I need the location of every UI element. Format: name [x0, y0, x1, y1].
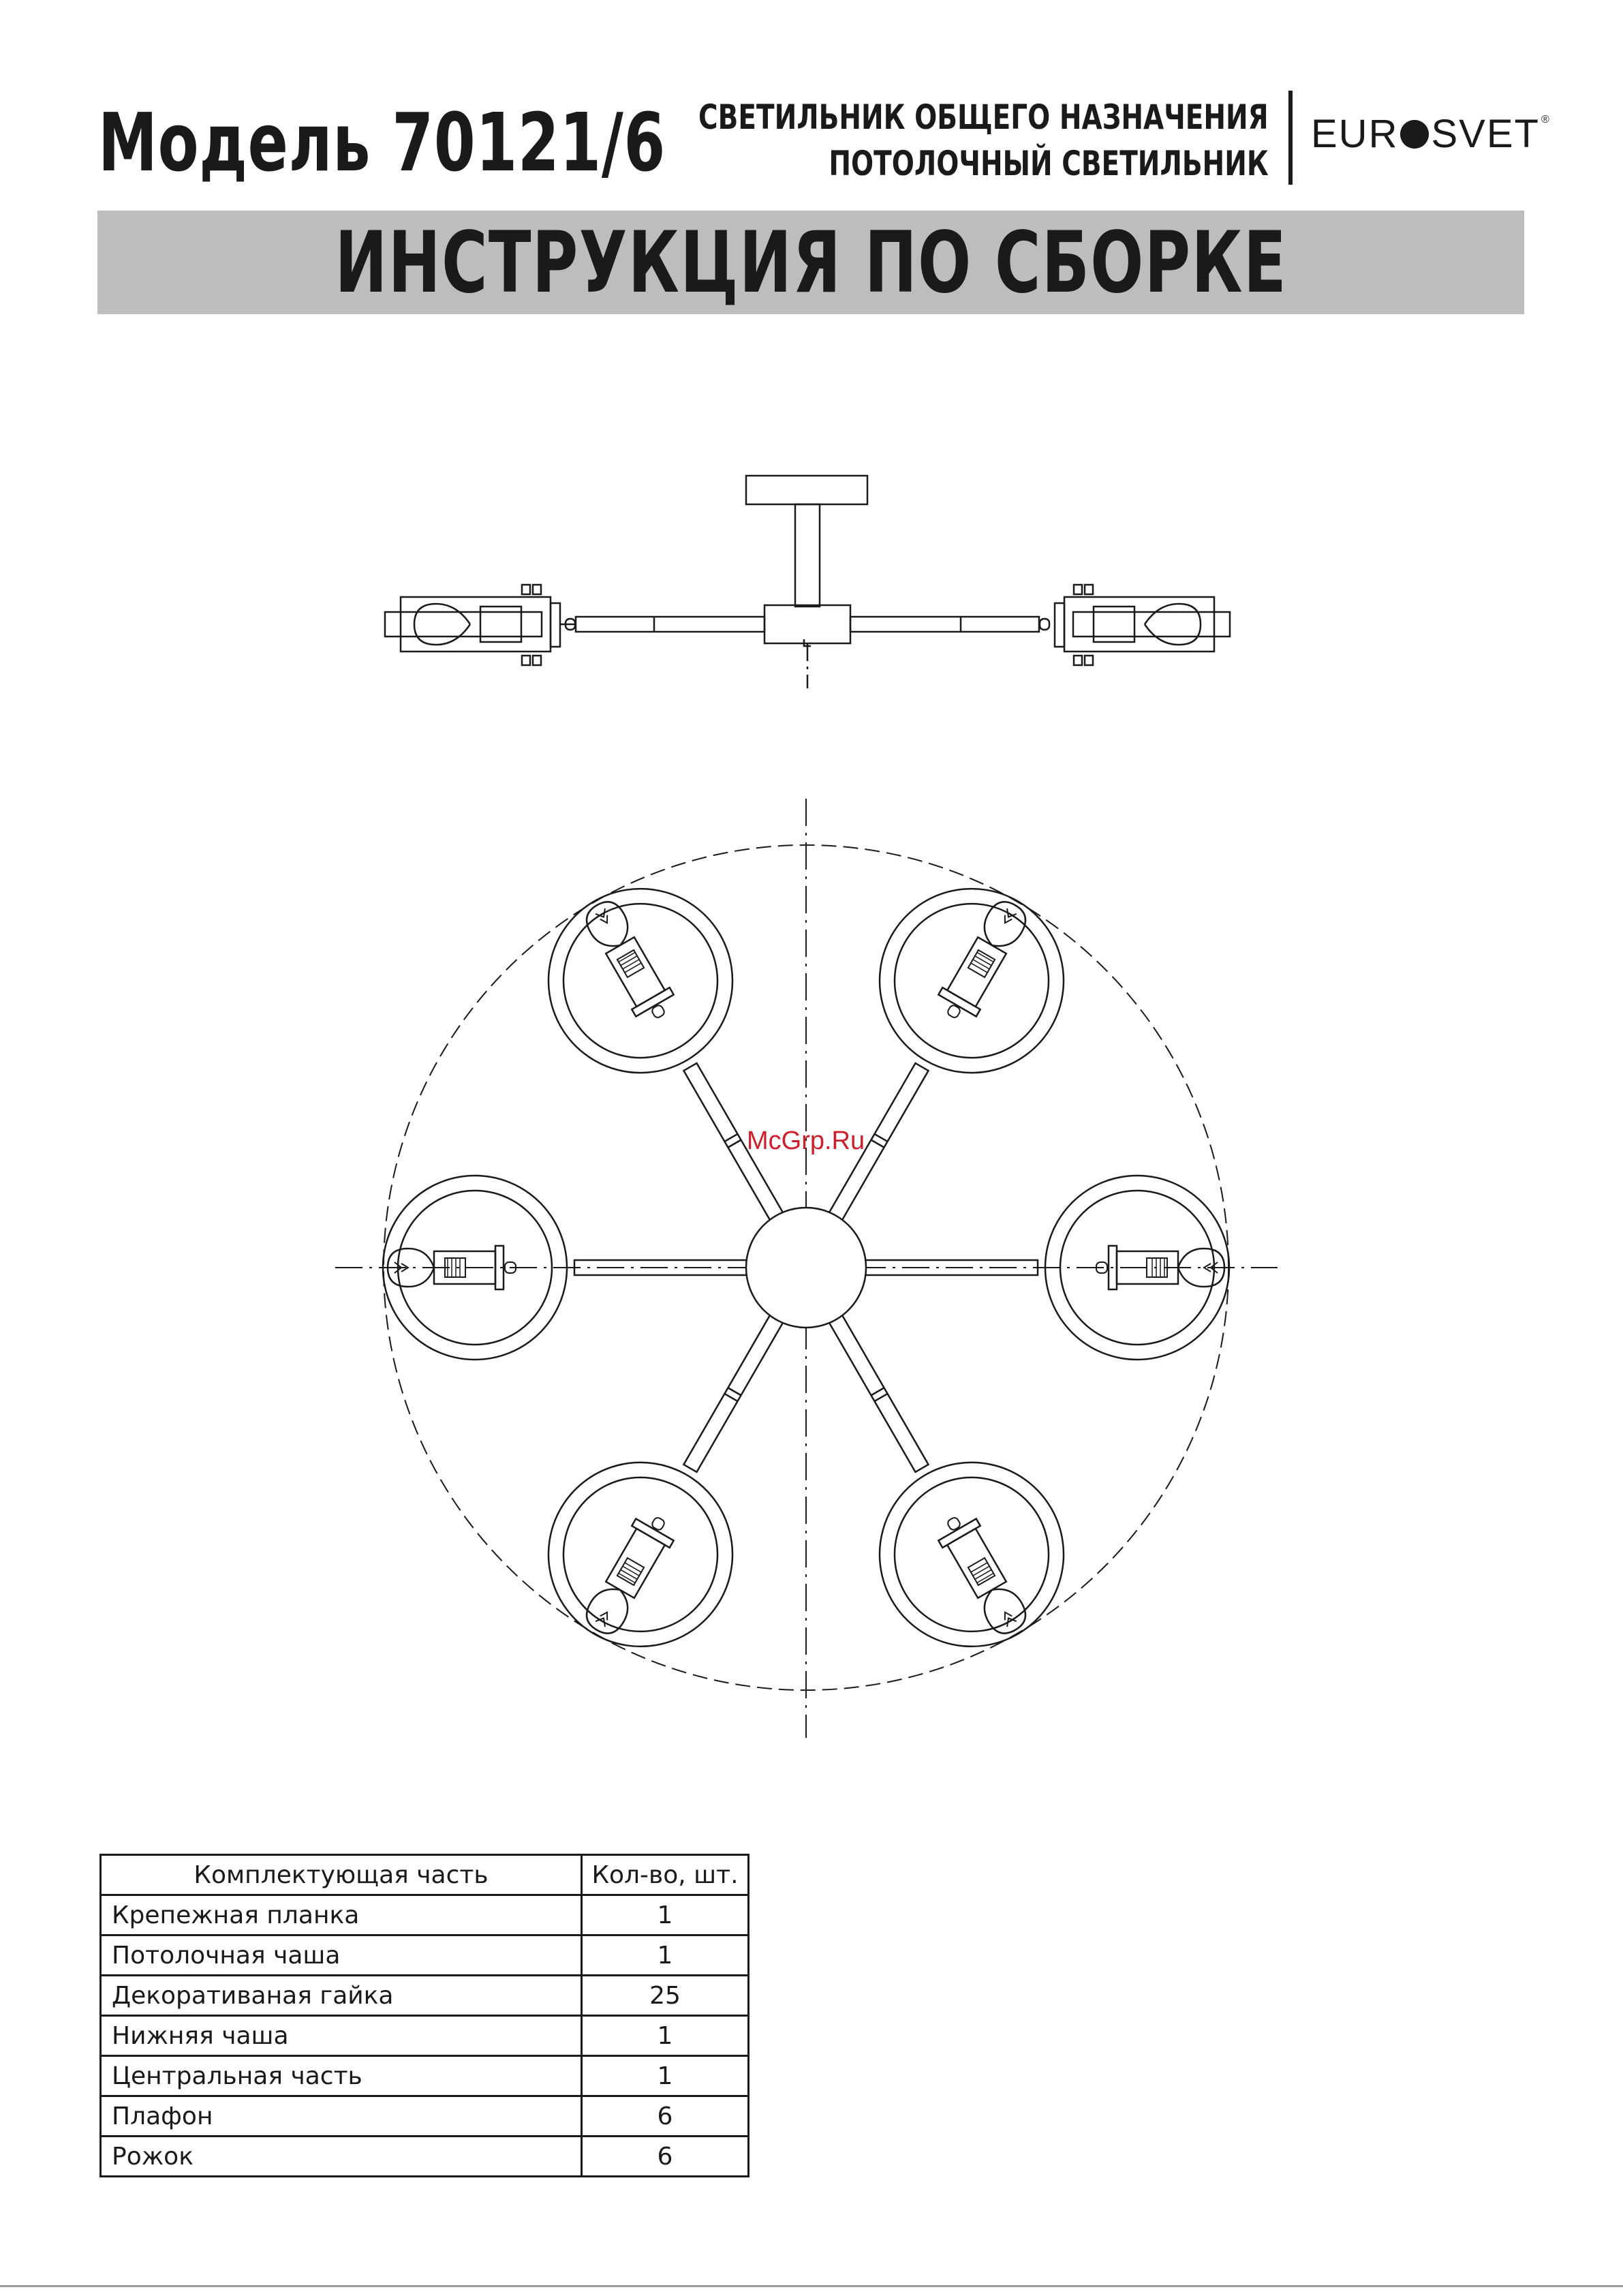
table-row [101, 2137, 749, 2177]
part-name: Крепежная планка [101, 1895, 582, 1935]
title-banner [97, 211, 1524, 314]
part-qty: 6 [582, 2096, 749, 2137]
category-line-1: СВЕТИЛЬНИК ОБЩЕГО НАЗНАЧЕНИЯ [698, 97, 1269, 137]
column-header-qty: Кол-во, шт. [582, 1855, 749, 1895]
part-name: Декоративаная гайка [101, 1976, 582, 2016]
part-name: Центральная часть [101, 2056, 582, 2096]
category-line-2: ПОТОЛОЧНЫЙ СВЕТИЛЬНИК [829, 144, 1269, 183]
part-name: Нижняя чаша [101, 2016, 582, 2056]
part-name: Рожок [101, 2137, 582, 2177]
parts-table [99, 1854, 749, 2177]
table-row [101, 2096, 749, 2137]
part-name: Потолочная чаша [101, 1935, 582, 1976]
brand-logo-dot-icon [1400, 120, 1429, 149]
lamp-side-view-icon [368, 463, 1254, 695]
brand-logo [1311, 111, 1551, 157]
part-qty: 1 [582, 2016, 749, 2056]
brand-divider [1288, 91, 1293, 185]
banner-title: ИНСТРУКЦИЯ ПО СБОРКЕ [335, 214, 1287, 312]
table-row [101, 1895, 749, 1935]
product-category [698, 94, 1269, 187]
part-qty: 25 [582, 1976, 749, 2016]
part-qty: 1 [582, 1895, 749, 1935]
table-row [101, 2016, 749, 2056]
part-qty: 1 [582, 1935, 749, 1976]
table-row [101, 1976, 749, 2016]
table-header-row [101, 1855, 749, 1895]
part-qty: 6 [582, 2137, 749, 2177]
watermark: McGrp.Ru [747, 1127, 865, 1155]
model-title: Модель 70121/6 [98, 95, 666, 189]
bottom-rule [0, 2285, 1623, 2287]
brand-logo-right: SVET [1431, 112, 1540, 156]
brand-logo-left: EUR [1311, 112, 1399, 156]
part-name: Плафон [101, 2096, 582, 2137]
brand-registered-mark: ® [1541, 114, 1551, 125]
table-row [101, 2056, 749, 2096]
part-qty: 1 [582, 2056, 749, 2096]
column-header-part: Комплектующая часть [101, 1855, 582, 1895]
table-row [101, 1935, 749, 1976]
lamp-top-view-icon [327, 791, 1295, 1758]
